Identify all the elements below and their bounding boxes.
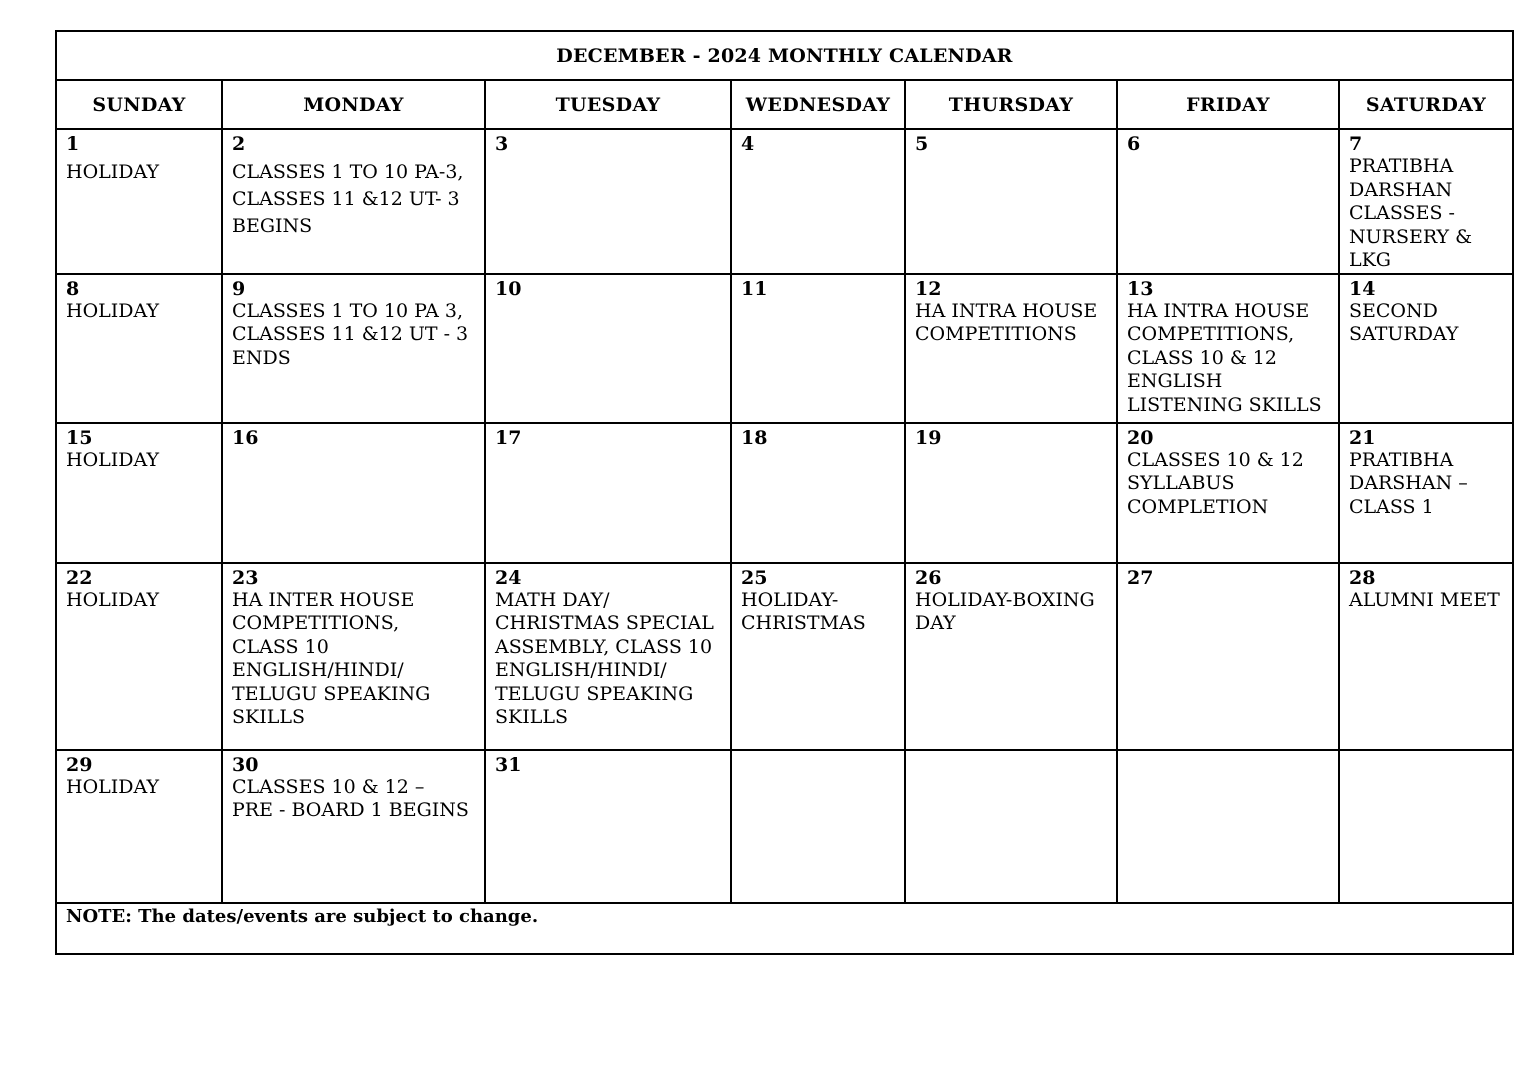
title-row [56, 31, 1513, 80]
day-event: CLASSES 1 TO 10 PA 3, CLASSES 11 &12 UT - 3 ENDS [232, 299, 469, 369]
day-cell [905, 563, 1117, 750]
day-event: CLASSES 10 & 12 SYLLABUS COMPLETION [1127, 448, 1304, 518]
day-cell [1339, 563, 1513, 750]
day-number: 13 [1127, 277, 1154, 300]
weekday-header-row [56, 80, 1513, 129]
week-row-4 [56, 563, 1513, 750]
day-event: HOLIDAY-BOXING DAY [915, 588, 1095, 634]
day-cell [222, 750, 485, 903]
day-number: 5 [915, 133, 929, 155]
day-event: HOLIDAY [66, 775, 159, 798]
day-number: 25 [741, 566, 768, 589]
day-event: HOLIDAY [66, 161, 159, 183]
weekday-header-sunday: SUNDAY [56, 80, 222, 129]
day-cell [485, 129, 731, 274]
week-row-1 [56, 129, 1513, 274]
day-cell [1339, 750, 1513, 903]
day-number: 21 [1349, 426, 1376, 449]
day-cell [485, 274, 731, 423]
calendar-note: NOTE: The dates/events are subject to change. [56, 903, 1513, 954]
day-number: 1 [66, 133, 80, 155]
day-number: 26 [915, 566, 942, 589]
day-cell [1339, 423, 1513, 563]
calendar-title: DECEMBER - 2024 MONTHLY CALENDAR [56, 31, 1513, 80]
day-number: 7 [1349, 133, 1363, 155]
day-cell [56, 423, 222, 563]
day-event: SECOND SATURDAY [1349, 299, 1459, 345]
day-event: PRATIBHA DARSHAN – CLASS 1 [1349, 448, 1468, 518]
day-cell [485, 423, 731, 563]
day-event: HOLIDAY [66, 448, 159, 471]
week-row-5 [56, 750, 1513, 903]
day-number: 30 [232, 753, 259, 776]
day-number: 9 [232, 277, 246, 300]
day-cell [1117, 274, 1339, 423]
day-cell [485, 563, 731, 750]
day-cell [731, 563, 905, 750]
day-number: 16 [232, 426, 259, 449]
day-cell [1117, 423, 1339, 563]
weekday-header-monday: MONDAY [222, 80, 485, 129]
day-event: PRATIBHA DARSHAN CLASSES - NURSERY & LKG [1349, 155, 1473, 271]
week-row-3 [56, 423, 1513, 563]
day-cell [905, 423, 1117, 563]
day-event: HOLIDAY [66, 299, 159, 322]
day-cell [56, 750, 222, 903]
day-number: 19 [915, 426, 942, 449]
day-cell [731, 129, 905, 274]
day-cell [485, 750, 731, 903]
weekday-header-thursday: THURSDAY [905, 80, 1117, 129]
day-number: 28 [1349, 566, 1376, 589]
day-cell [1339, 274, 1513, 423]
day-cell [56, 274, 222, 423]
weekday-header-saturday: SATURDAY [1339, 80, 1513, 129]
day-cell [1117, 563, 1339, 750]
day-cell [222, 274, 485, 423]
day-number: 2 [232, 133, 246, 155]
day-number: 10 [495, 277, 522, 300]
day-number: 18 [741, 426, 768, 449]
day-number: 23 [232, 566, 259, 589]
day-cell [905, 274, 1117, 423]
day-event: HA INTRA HOUSE COMPETITIONS, CLASS 10 & 12 ENGLISH LISTENING SKILLS [1127, 299, 1322, 416]
day-number: 8 [66, 277, 80, 300]
day-cell [1117, 129, 1339, 274]
day-number: 22 [66, 566, 93, 589]
note-row [56, 903, 1513, 954]
day-cell [56, 563, 222, 750]
weekday-header-wednesday: WEDNESDAY [731, 80, 905, 129]
day-cell [731, 750, 905, 903]
day-number: 11 [741, 277, 768, 300]
day-number: 12 [915, 277, 942, 300]
weekday-header-tuesday: TUESDAY [485, 80, 731, 129]
day-number: 15 [66, 426, 93, 449]
week-row-2 [56, 274, 1513, 423]
day-event: HA INTER HOUSE COMPETITIONS, CLASS 10 ENGLISH/HINDI/ TELUGU SPEAKING SKILLS [232, 588, 431, 728]
day-number: 31 [495, 753, 522, 776]
day-number: 4 [741, 133, 755, 155]
monthly-calendar-table [55, 30, 1514, 955]
day-number: 20 [1127, 426, 1154, 449]
day-cell [56, 129, 222, 274]
weekday-header-friday: FRIDAY [1117, 80, 1339, 129]
day-cell [1339, 129, 1513, 274]
day-event: HA INTRA HOUSE COMPETITIONS [915, 299, 1098, 345]
day-number: 3 [495, 133, 509, 155]
day-number: 14 [1349, 277, 1376, 300]
day-event: CLASSES 10 & 12 – PRE - BOARD 1 BEGINS [232, 775, 469, 821]
day-cell [222, 563, 485, 750]
day-cell [1117, 750, 1339, 903]
day-cell [905, 750, 1117, 903]
day-event: HOLIDAY [66, 588, 159, 611]
day-number: 29 [66, 753, 93, 776]
day-event: CLASSES 1 TO 10 PA-3, CLASSES 11 &12 UT- 3 BEGINS [232, 161, 464, 237]
day-event: ALUMNI MEET [1349, 588, 1500, 611]
day-number: 6 [1127, 133, 1141, 155]
day-event: MATH DAY/ CHRISTMAS SPECIAL ASSEMBLY, CLASS 10 ENGLISH/HINDI/ TELUGU SPEAKING SKILLS [495, 588, 714, 728]
day-cell [222, 129, 485, 274]
day-number: 27 [1127, 566, 1154, 589]
day-cell [731, 423, 905, 563]
day-cell [905, 129, 1117, 274]
day-cell [222, 423, 485, 563]
day-number: 24 [495, 566, 522, 589]
day-number: 17 [495, 426, 522, 449]
day-cell [731, 274, 905, 423]
day-event: HOLIDAY- CHRISTMAS [741, 588, 866, 634]
